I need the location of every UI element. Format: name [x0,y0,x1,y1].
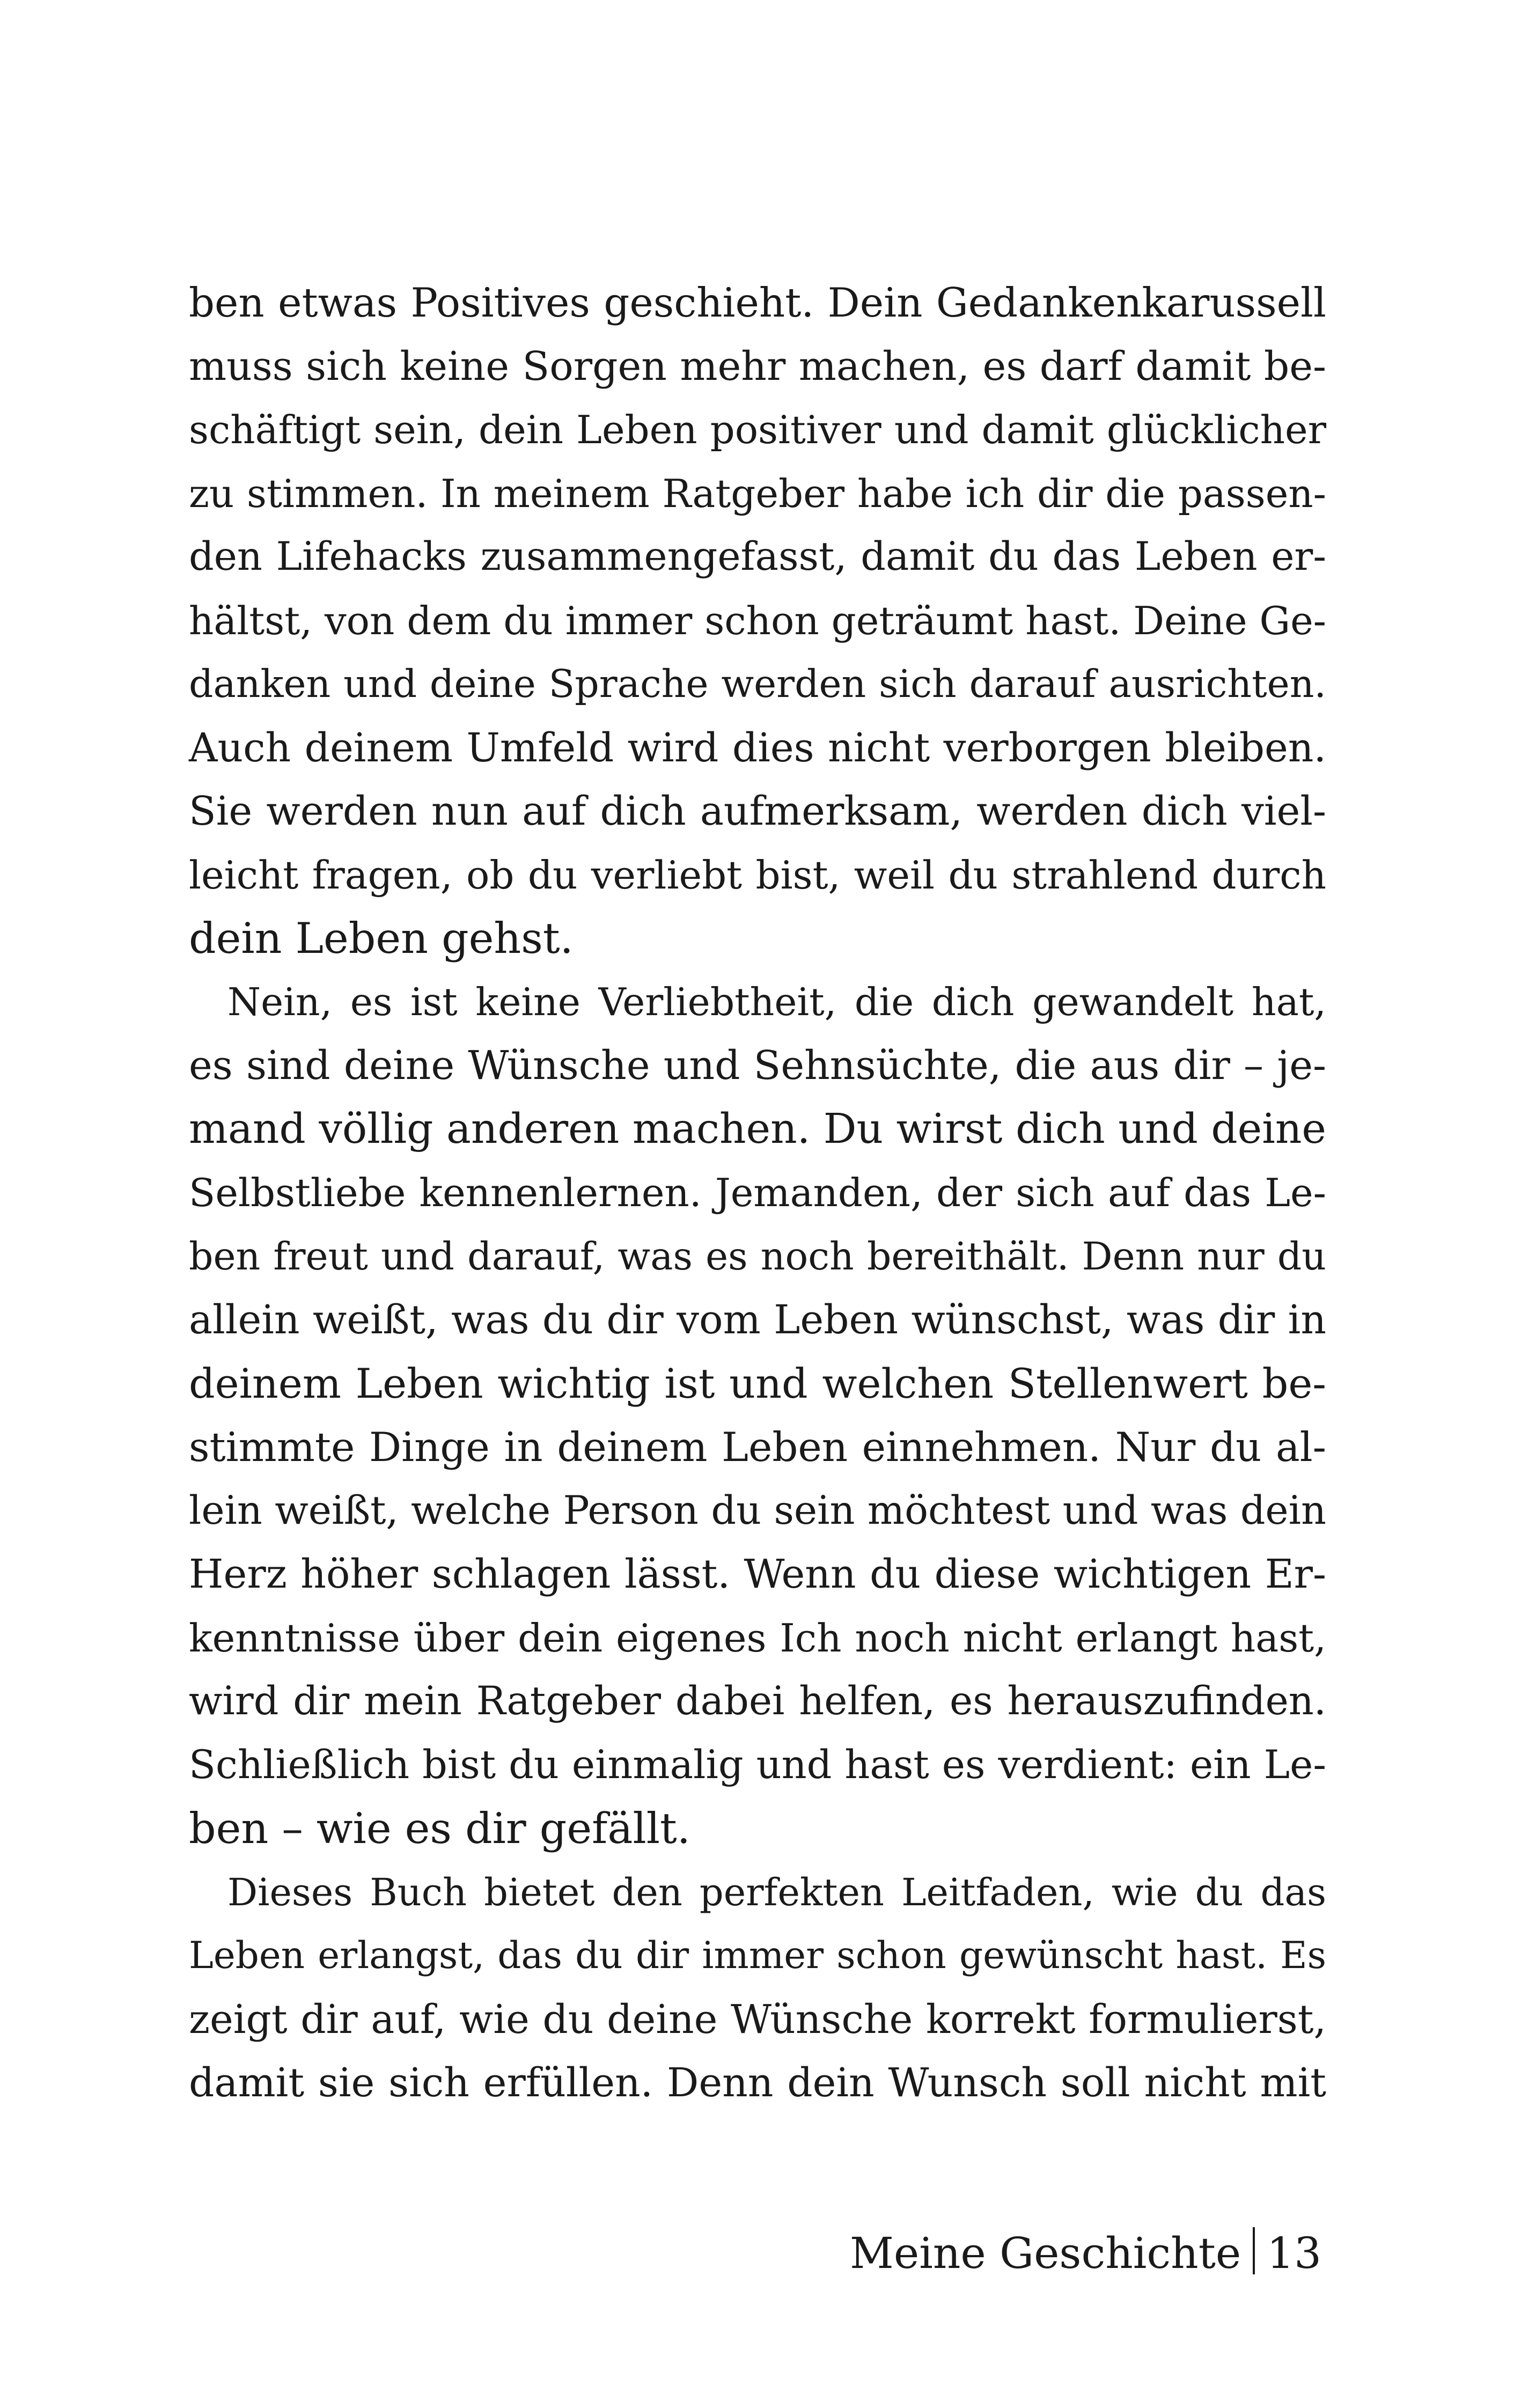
text-line: lein weißt, welche Person du sein möchtest und was dein [189,1487,1326,1533]
text-line: zu stimmen. In meinem Ratgeber habe ich dir die passen- [189,471,1326,516]
text-line: Sie werden nun auf dich aufmerksam, werden dich viel- [189,788,1326,834]
text-line: stimmte Dinge in deinem Leben einnehmen. Nur du al- [189,1423,1326,1471]
text-line: Selbstliebe kennenlernen. Jemanden, der sich auf das Le- [189,1170,1326,1215]
text-line: muss sich keine Sorgen mehr machen, es darf damit be- [189,343,1326,390]
paragraph [189,971,1326,1861]
text-line: Auch deinem Umfeld wird dies nicht verborgen bleiben. [189,724,1326,771]
paragraph [189,271,1326,971]
text-line: mand völlig anderen machen. Du wirst dich und deine [189,1105,1326,1153]
text-line: allein weißt, was du dir vom Leben wünschst, was dir in [189,1297,1326,1343]
text-line: kenntnisse über dein eigenes Ich noch nicht erlangt hast, [189,1615,1326,1661]
text-line: danken und deine Sprache werden sich darauf ausrichten. [189,662,1326,706]
text-line: wird dir mein Ratgeber dabei helfen, es herauszufinden. [189,1678,1326,1724]
running-footer [850,2227,1321,2280]
body-text [189,271,1326,2115]
text-line: zeigt dir auf, wie du deine Wünsche korrekt formulierst, [189,1996,1326,2043]
text-line: Dieses Buch bietet den perfekten Leitfaden, wie du das [227,1870,1326,1914]
text-line: ben freut und darauf, was es noch bereithält. Denn nur du [189,1234,1326,1279]
text-line: Herz höher schlagen lässt. Wenn du diese wichtigen Er- [189,1551,1326,1597]
text-line: ben – wie es dir gefällt. [189,1804,690,1853]
text-line: leicht fragen, ob du verliebt bist, weil du strahlend durch [189,852,1326,898]
text-line: den Lifehacks zusammengefasst, damit du das Leben er- [189,534,1326,579]
page-number: 13 [1267,2228,1321,2278]
text-line: damit sie sich erfüllen. Denn dein Wunsch soll nicht mit [189,2060,1326,2106]
text-line: dein Leben gehst. [189,914,574,963]
text-line: schäftigt sein, dein Leben positiver und damit glücklicher [189,407,1326,452]
text-line: ben etwas Positives geschieht. Dein Gedankenkarussell [189,279,1326,326]
text-line: Schließlich bist du einmalig und hast es verdient: ein Le- [189,1742,1326,1788]
paragraph [189,1861,1326,2115]
text-line: Leben erlangst, das du dir immer schon gewünscht hast. Es [189,1934,1326,1977]
footer-separator [1253,2227,1255,2274]
text-line: Nein, es ist keine Verliebtheit, die dich gewandelt hat, [227,979,1326,1024]
text-line: deinem Leben wichtig ist und welchen Stellenwert be- [189,1359,1326,1407]
footer-section-title: Meine Geschichte [850,2228,1241,2278]
text-line: hältst, von dem du immer schon geträumt hast. Deine Ge- [189,598,1326,643]
text-line: es sind deine Wünsche und Sehnsüchte, die aus dir – je- [189,1043,1326,1089]
